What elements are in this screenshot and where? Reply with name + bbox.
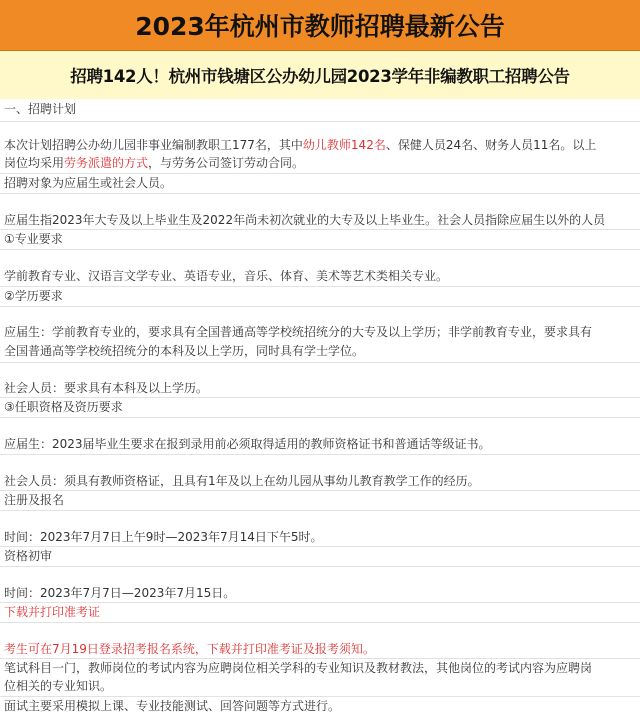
- plan-line-1: [4, 137, 638, 154]
- target-line: 招聘对象为应届生或社会人员。: [4, 176, 173, 190]
- qual-fresh-text: 应届生：2023届毕业生要求在报到录用前必须取得适用的教师资格证书和普通话等级证书。: [4, 437, 491, 451]
- divider: [0, 173, 640, 174]
- divider: [0, 490, 640, 491]
- divider: [0, 566, 640, 567]
- announcement-subtitle: 招聘142人！杭州市钱塘区公办幼儿园2023学年非编教职工招聘公告: [0, 51, 640, 99]
- major-req-label: ①专业要求: [4, 232, 63, 246]
- divider: [0, 286, 640, 287]
- divider: [0, 454, 640, 455]
- major-req-text: 学前教育专业、汉语言文学专业、英语专业，音乐、体育、美术等艺术类相关专业。: [4, 269, 449, 283]
- reg-time: 时间：2023年7月7日上午9时—2023年7月14日下午5时。: [4, 530, 323, 544]
- divider: [0, 696, 640, 697]
- section-heading-plan: 一、招聘计划: [4, 102, 77, 116]
- divider: [0, 121, 640, 122]
- edu-req-label: ②学历要求: [4, 289, 63, 303]
- qual-req-label: ③任职资格及资历要求: [4, 400, 123, 414]
- divider: [0, 193, 640, 194]
- divider: [0, 622, 640, 623]
- edu-fresh-line-2: 全国普通高等学校统招统分的本科及以上学历，同时具有学士学位。: [4, 344, 365, 358]
- print-note: 考生可在7月19日登录招考报名系统，下载并打印准考证及报考须知。: [4, 642, 375, 656]
- divider: [0, 362, 640, 363]
- review-time: 时间：2023年7月7日—2023年7月15日。: [4, 586, 236, 600]
- review-label: 资格初审: [4, 549, 53, 563]
- banner-title: 2023年杭州市教师招聘最新公告: [0, 0, 640, 51]
- divider: [0, 417, 640, 418]
- plan-text: ，与劳务公司签订劳动合同。: [148, 156, 305, 170]
- interview-text: 面试主要采用模拟上课、专业技能测试、回答问题等方式进行。: [4, 699, 341, 713]
- exam-line-1: 笔试科目一门，教师岗位的考试内容为应聘岗位相关学科的专业知识及教材教法，其他岗位的考试内容为应聘岗: [4, 661, 593, 675]
- divider: [0, 306, 640, 307]
- fresh-grad-definition: 应届生指2023年大专及以上毕业生及2022年尚未初次就业的大专及以上毕业生。社会人员指除应届生以外的人员: [4, 213, 606, 227]
- divider: [0, 229, 640, 230]
- highlight-text: 幼儿教师142名: [302, 138, 386, 152]
- reg-label: 注册及报名: [4, 493, 65, 507]
- edu-social-text: 社会人员：要求具有本科及以上学历。: [4, 381, 209, 395]
- plan-text: 岗位均采用: [4, 156, 65, 170]
- plan-text: 本次计划招聘公办幼儿园非事业编制教职工177名，其中: [4, 138, 303, 152]
- highlight-text: 劳务派遣的方式: [64, 156, 149, 170]
- print-label: 下载并打印准考证: [4, 605, 101, 619]
- divider: [0, 658, 640, 659]
- exam-line-2: 位相关的专业知识。: [4, 679, 113, 693]
- qual-social-text: 社会人员：须具有教师资格证，且具有1年及以上在幼儿园从事幼儿教育教学工作的经历。: [4, 474, 480, 488]
- divider: [0, 249, 640, 250]
- divider: [0, 510, 640, 511]
- divider: [0, 602, 640, 603]
- divider: [0, 397, 640, 398]
- edu-fresh-line-1: 应届生：学前教育专业的，要求具有全国普通高等学校统招统分的大专及以上学历；非学前教育专业，要求具有: [4, 325, 593, 339]
- divider: [0, 546, 640, 547]
- plan-line-2: [4, 155, 638, 172]
- plan-text: 、保健人员24名、财务人员11名。以上: [385, 138, 597, 152]
